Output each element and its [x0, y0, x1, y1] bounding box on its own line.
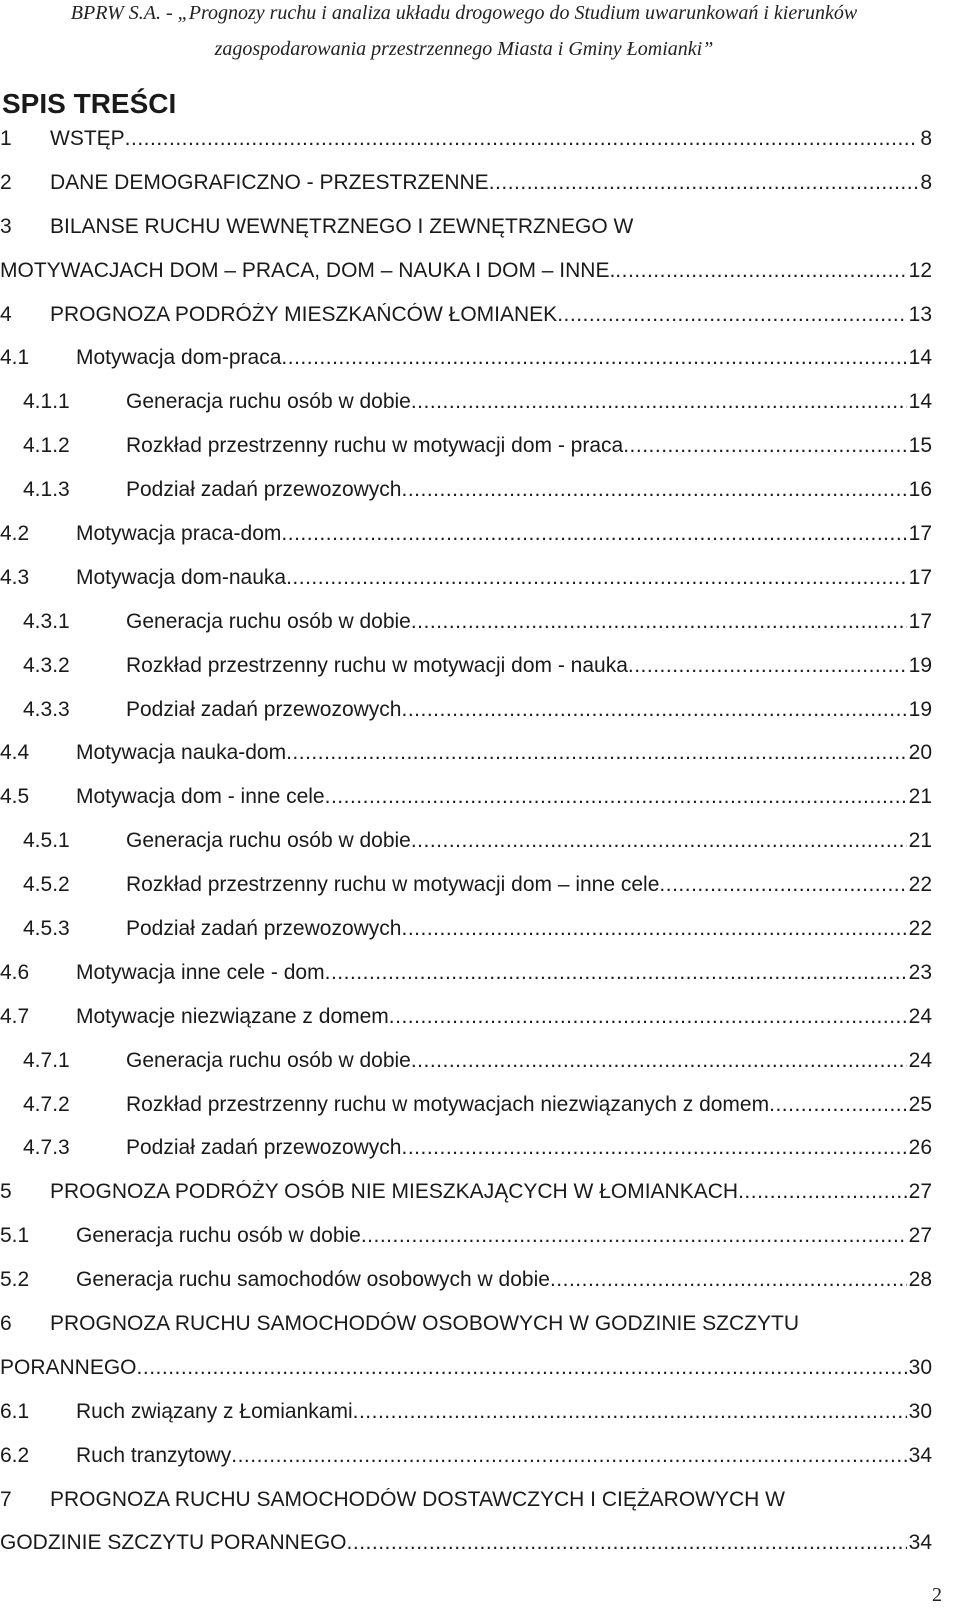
toc-entry-number: 5.2 — [0, 1268, 30, 1292]
toc-dot-leader — [401, 478, 906, 502]
toc-entry-title: Generacja ruchu samochodów osobowych w dobie — [76, 1268, 550, 1292]
toc-entry-line — [76, 1400, 932, 1424]
toc-entry-title: Ruch związany z Łomiankami — [76, 1399, 353, 1423]
toc-entry-title: Generacja ruchu osób w dobie — [126, 390, 411, 414]
toc-entry-title: MOTYWACJACH DOM – PRACA, DOM – NAUKA I DOM – INNE. — [0, 258, 616, 282]
toc-entry-title: Motywacja nauka-dom — [76, 741, 287, 765]
toc-entry-page: 17 — [908, 565, 932, 589]
toc-entry-line — [76, 1268, 932, 1292]
toc-dot-leader — [557, 303, 906, 327]
toc-entry-line — [50, 303, 932, 327]
toc-entry-title: Rozkład przestrzenny ruchu w motywacji dom – inne cele — [126, 873, 660, 897]
toc-entry-line — [126, 478, 932, 502]
toc-entry-line — [0, 1531, 932, 1555]
toc-dot-leader — [361, 1224, 907, 1248]
toc-dot-leader — [411, 1049, 907, 1073]
toc-dot-leader — [286, 741, 907, 765]
toc-entry-number: 4.6 — [0, 960, 30, 984]
toc-dot-leader — [389, 1005, 907, 1029]
toc-entry-page: 30 — [908, 1355, 932, 1379]
toc-dot-leader — [738, 1180, 907, 1204]
toc-dot-leader — [137, 1356, 907, 1380]
toc-dot-leader — [401, 917, 906, 941]
header-line-1: BPRW S.A. - „Prognozy ruchu i analiza układu drogowego do Studium uwarunkowań i kierunków — [70, 2, 858, 24]
toc-entry[interactable] — [0, 293, 932, 337]
toc-dot-leader — [281, 346, 906, 370]
toc-dot-leader — [353, 1400, 907, 1424]
toc-entry-line — [50, 171, 932, 195]
toc-entry-title: PORANNEGO — [0, 1355, 137, 1379]
toc-entry-page: 34 — [908, 1531, 932, 1555]
toc-entry[interactable] — [0, 336, 932, 380]
toc-entry-line — [126, 1049, 932, 1073]
toc-entry-number: 4.1.1 — [23, 390, 70, 414]
toc-entry-line — [126, 434, 932, 458]
page-number: 2 — [932, 1584, 942, 1606]
toc-entry[interactable] — [0, 512, 932, 556]
toc-entry-title: Generacja ruchu osób w dobie — [126, 829, 411, 853]
toc-entry-page: 24 — [908, 1004, 932, 1028]
toc-entry-title: DANE DEMOGRAFICZNO - PRZESTRZENNE — [50, 170, 489, 194]
toc-entry-number: 4.1 — [0, 346, 30, 370]
toc-entry-line — [76, 346, 932, 370]
toc-entry-line — [50, 1488, 932, 1512]
toc-entry[interactable] — [0, 1302, 932, 1346]
toc-entry[interactable] — [0, 1039, 932, 1083]
toc-entry-title: PROGNOZA RUCHU SAMOCHODÓW OSOBOWYCH W GODZINIE SZCZYTU — [50, 1311, 800, 1335]
toc-entry-page: 8 — [920, 126, 932, 150]
toc-entry-line — [50, 1312, 932, 1336]
toc-dot-leader — [325, 785, 907, 809]
toc-entry[interactable] — [0, 1390, 932, 1434]
toc-dot-leader — [411, 829, 907, 853]
toc-entry-title: Rozkład przestrzenny ruchu w motywacjach niezwiązanych z domem — [126, 1092, 770, 1116]
toc-entry[interactable] — [0, 468, 932, 512]
toc-entry-title: Podział zadań przewozowych — [126, 697, 402, 721]
toc-dot-leader — [325, 961, 907, 985]
toc-entry-line — [126, 654, 932, 678]
toc-entry-number: 4.5 — [0, 785, 30, 809]
toc-entry-title: Podział zadań przewozowych — [126, 1136, 402, 1160]
toc-entry-line — [50, 127, 932, 151]
toc-entry-number: 4.7.3 — [23, 1136, 70, 1160]
toc-entry-title: Motywacja inne cele - dom — [76, 960, 325, 984]
toc-entry[interactable] — [0, 249, 932, 293]
toc-dot-leader — [628, 654, 907, 678]
toc-entry-title: GODZINIE SZCZYTU PORANNEGO — [0, 1531, 347, 1555]
toc-entry-title: Rozkład przestrzenny ruchu w motywacji dom - praca — [126, 434, 624, 458]
toc-entry[interactable] — [0, 600, 932, 644]
toc-entry-page: 27 — [908, 1180, 932, 1204]
toc-entry-line — [76, 1444, 932, 1468]
toc-entry[interactable] — [0, 380, 932, 424]
toc-dot-leader — [281, 522, 906, 546]
toc-entry[interactable] — [0, 1083, 932, 1127]
toc-entry-number: 1 — [0, 126, 12, 150]
toc-entry-number: 6 — [0, 1311, 12, 1335]
toc-entry-title: Podział zadań przewozowych — [126, 478, 402, 502]
toc-entry-line — [76, 741, 932, 765]
toc-entry-title: Generacja ruchu osób w dobie — [126, 1048, 411, 1072]
toc-entry[interactable] — [0, 161, 932, 205]
toc-entry-title: Ruch tranzytowy — [76, 1443, 232, 1467]
toc-entry[interactable] — [0, 556, 932, 600]
toc-entry-page: 26 — [908, 1136, 932, 1160]
toc-entry[interactable] — [0, 907, 932, 951]
toc-entry-page: 24 — [908, 1048, 932, 1072]
toc-entry[interactable] — [0, 644, 932, 688]
toc-entry[interactable] — [0, 1126, 932, 1170]
toc-entry-line — [126, 1093, 932, 1117]
toc-entry-page: 34 — [908, 1443, 932, 1467]
toc-entry[interactable] — [0, 995, 932, 1039]
toc-entry[interactable] — [0, 1170, 932, 1214]
toc-entry[interactable] — [0, 819, 932, 863]
toc-entry[interactable] — [0, 1346, 932, 1390]
toc-entry-number: 6.2 — [0, 1443, 30, 1467]
toc-entry-number: 4.7 — [0, 1004, 30, 1028]
toc-entry-page: 16 — [908, 478, 932, 502]
header-line-2: zagospodarowania przestrzennego Miasta i Gminy Łomianki” — [214, 38, 714, 60]
toc-dot-leader — [615, 259, 906, 283]
toc-entry-number: 5.1 — [0, 1224, 30, 1248]
toc-entry-line — [126, 1136, 932, 1160]
toc-entry-number: 4.5.2 — [23, 873, 70, 897]
toc-entry[interactable] — [0, 1214, 932, 1258]
toc-entry[interactable] — [0, 775, 932, 819]
toc-title: SPIS TREŚCI — [2, 88, 177, 119]
toc-dot-leader — [550, 1268, 907, 1292]
toc-entry[interactable] — [0, 688, 932, 732]
toc-entry-number: 4.3.2 — [23, 653, 70, 677]
toc-entry-line — [76, 566, 932, 590]
toc-entry-number: 4.7.1 — [23, 1048, 70, 1072]
toc-entry-page: 14 — [908, 346, 932, 370]
toc-entry-page: 22 — [908, 873, 932, 897]
toc-entry-title: Rozkład przestrzenny ruchu w motywacji dom - nauka — [126, 653, 628, 677]
toc-entry-title: Generacja ruchu osób w dobie — [126, 609, 411, 633]
toc-entry-line — [126, 917, 932, 941]
toc-entry[interactable] — [0, 863, 932, 907]
toc-dot-leader — [347, 1531, 907, 1555]
toc-entry-title: WSTĘP — [50, 126, 125, 150]
toc-entry-line — [76, 785, 932, 809]
toc-entry-page: 25 — [908, 1092, 932, 1116]
toc-entry[interactable] — [0, 951, 932, 995]
toc-entry-line — [76, 1224, 932, 1248]
toc-entry-page: 14 — [908, 390, 932, 414]
toc-entry-number: 4.3 — [0, 565, 30, 589]
toc-entry-page: 13 — [908, 302, 932, 326]
toc-entry[interactable] — [0, 1478, 932, 1522]
toc-entry-title: Motywacja dom-nauka — [76, 565, 287, 589]
toc-entry-page: 17 — [908, 521, 932, 545]
toc-entry-page: 23 — [908, 960, 932, 984]
toc-entry-page: 21 — [908, 829, 932, 853]
toc-entry-line — [126, 610, 932, 634]
toc-entry-line — [126, 390, 932, 414]
toc-entry-number: 3 — [0, 214, 12, 238]
toc-dot-leader — [769, 1093, 907, 1117]
toc-entry-page: 20 — [908, 741, 932, 765]
toc-entry-line — [76, 522, 932, 546]
toc-dot-leader — [659, 873, 906, 897]
toc-dot-leader — [411, 610, 907, 634]
toc-dot-leader — [401, 1136, 906, 1160]
toc-entry-line — [76, 1005, 932, 1029]
toc-entry-page: 30 — [908, 1399, 932, 1423]
toc-entry[interactable] — [0, 731, 932, 775]
toc-entry-number: 7 — [0, 1487, 12, 1511]
toc-entry[interactable] — [0, 424, 932, 468]
toc-entry-line — [0, 259, 932, 283]
toc-entry-number: 4.3.1 — [23, 609, 70, 633]
toc-entry-title: Motywacja dom-praca — [76, 346, 282, 370]
toc-entry-number: 4.1.3 — [23, 478, 70, 502]
toc-entry-title: PROGNOZA PODRÓŻY MIESZKAŃCÓW ŁOMIANEK — [50, 302, 558, 326]
toc-entry[interactable] — [0, 1258, 932, 1302]
toc-entry-number: 4.3.3 — [23, 697, 70, 721]
toc-entry-line — [50, 215, 932, 239]
toc-entry-number: 4.1.2 — [23, 434, 70, 458]
toc-dot-leader — [125, 127, 919, 151]
toc-entry-title: Generacja ruchu osób w dobie — [76, 1224, 361, 1248]
toc-entry-line — [0, 1356, 932, 1380]
toc-dot-leader — [231, 1444, 906, 1468]
toc-entry-line — [76, 961, 932, 985]
toc-entry-title: Podział zadań przewozowych — [126, 916, 402, 940]
toc-entry-number: 4 — [0, 302, 12, 326]
toc-entry-page: 8 — [920, 170, 932, 194]
toc-entry-title: BILANSE RUCHU WEWNĘTRZNEGO I ZEWNĘTRZNEGO W — [50, 214, 634, 238]
toc-entry-title: Motywacja praca-dom — [76, 521, 282, 545]
toc-entry[interactable] — [0, 117, 932, 161]
toc-entry-page: 21 — [908, 785, 932, 809]
toc-entry-line — [126, 698, 932, 722]
toc-dot-leader — [401, 698, 906, 722]
toc-entry-page: 28 — [908, 1268, 932, 1292]
toc-entry-page: 19 — [908, 653, 932, 677]
toc-entry-page: 15 — [908, 434, 932, 458]
toc-entry-number: 4.5.1 — [23, 829, 70, 853]
toc-entry-page: 27 — [908, 1224, 932, 1248]
toc-dot-leader — [623, 434, 906, 458]
toc-entry-number: 6.1 — [0, 1399, 30, 1423]
toc-entry-line — [50, 1180, 932, 1204]
toc-entry-title: PROGNOZA RUCHU SAMOCHODÓW DOSTAWCZYCH I CIĘŻAROWYCH W — [50, 1487, 785, 1511]
toc-entry-number: 2 — [0, 170, 12, 194]
toc-dot-leader — [411, 390, 907, 414]
toc-entry[interactable] — [0, 205, 932, 249]
toc-entry-title: Motywacje niezwiązane z domem — [76, 1004, 389, 1028]
toc-entry-number: 4.7.2 — [23, 1092, 70, 1116]
toc-entry[interactable] — [0, 1522, 932, 1566]
toc-entry-number: 4.5.3 — [23, 916, 70, 940]
toc-entry-page: 19 — [908, 697, 932, 721]
toc-entry-title: Motywacja dom - inne cele — [76, 785, 325, 809]
toc-list — [0, 117, 932, 1565]
toc-entry-page: 12 — [908, 258, 932, 282]
toc-entry-title: PROGNOZA PODRÓŻY OSÓB NIE MIESZKAJĄCYCH W ŁOMIANKACH — [50, 1180, 739, 1204]
toc-entry-number: 5 — [0, 1180, 12, 1204]
toc-dot-leader — [489, 171, 919, 195]
toc-entry-number: 4.2 — [0, 521, 30, 545]
toc-entry-number: 4.4 — [0, 741, 30, 765]
toc-entry-page: 17 — [908, 609, 932, 633]
toc-entry-line — [126, 829, 932, 853]
toc-entry-line — [126, 873, 932, 897]
toc-entry[interactable] — [0, 1434, 932, 1478]
toc-entry-page: 22 — [908, 916, 932, 940]
toc-dot-leader — [286, 566, 907, 590]
